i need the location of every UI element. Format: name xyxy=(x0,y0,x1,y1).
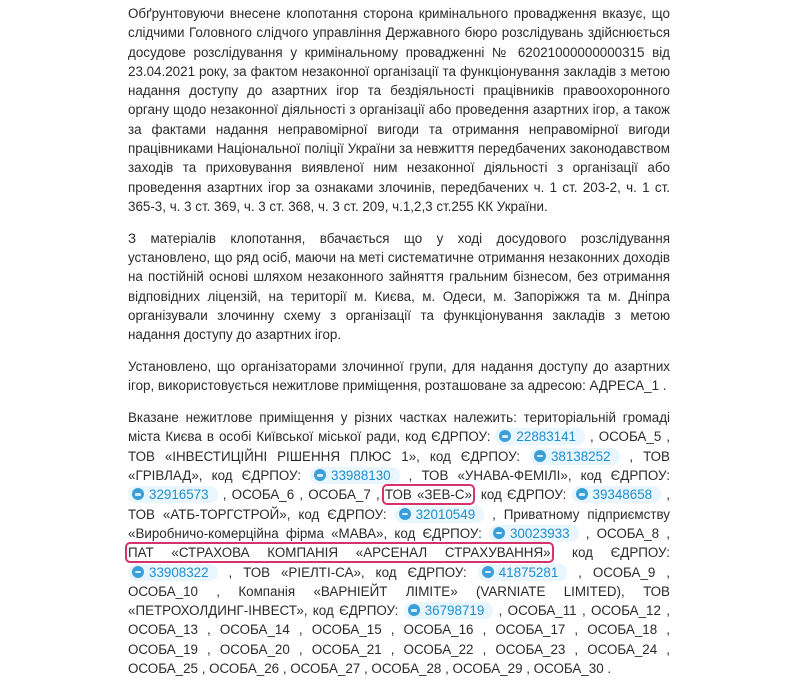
company-icon xyxy=(534,450,546,462)
text-segment: , ТОВ «РІЕЛТІ-СА», код ЄДРПОУ: xyxy=(217,564,478,580)
company-icon xyxy=(132,566,144,578)
edrpou-code: 36798719 xyxy=(424,603,485,619)
text-segment: , ТОВ «УНАВА-ФЕМІЛІ», код ЄДРПОУ: xyxy=(399,468,670,484)
company-icon xyxy=(314,469,326,481)
edrpou-code-link[interactable] xyxy=(572,486,662,503)
text-segment: , ОСОБА_9 , ОСОБА_10 , Компанія «ВАРНІЕЙТ ЛІМІТЕ» (VARNIATE LIMITED), ТОВ «ПЕТРОХОЛДИНГ-ІНВЕСТ», код ЄДРПОУ: xyxy=(128,564,670,619)
text-segment: , ОСОБА_8 , xyxy=(578,525,670,541)
paragraph-1: Обґрунтовуючи внесене клопотання сторона кримінального провадження вказує, що слідчими Головного слідчого управління Державного бюро розслідувань здійснюється досудове розслідування у кримінальному провадженні № 62021000000000315 від 23.04.2021 року, за фактом незаконної організації та функціонування закладів з метою надання доступу до азартних ігор та бездіяльності працівників правоохоронного органу щодо незаконної діяльності з організації або проведення азартних ігор, а також за фактами надання неправомірної вигоди та отримання неправомірної вигоди працівниками Національної поліції України за невжиття передбачених законодавством заходів та приховування виявленої ним незаконної діяльності з організації або проведення азартних ігор за ознаками злочинів, передбачених ч. 1 ст. 203-2, ч. 1 ст. 365-3, ч. 3 ст. 369, ч. 3 ст. 368, ч. 3 ст. 209, ч.1,2,3 ст.255 КК України. xyxy=(128,6,670,214)
edrpou-code-link[interactable] xyxy=(395,506,485,523)
text-segment: , ОСОБА_5 , ТОВ «ІНВЕСТИЦІЙНІ РІШЕННЯ ПЛЮС 1», код ЄДРПОУ: xyxy=(128,429,670,464)
edrpou-code: 38138252 xyxy=(550,448,611,464)
edrpou-code-link[interactable] xyxy=(478,564,568,581)
text-segment: , код ЄДРПОУ: xyxy=(550,545,670,561)
edrpou-code-link[interactable] xyxy=(128,564,218,581)
edrpou-code-link[interactable] xyxy=(495,428,585,445)
company-icon xyxy=(493,527,505,539)
text-segment: , код ЄДРПОУ: xyxy=(471,487,572,503)
paragraph-3: Установлено, що організаторами злочинної групи, для надання доступу до азартних ігор, використовується нежитлове приміщення, розташоване за адресою: АДРЕСА_1 . xyxy=(128,359,670,394)
text-segment: , Приватному підприємству «Виробничо-комерційна фірма «МАВА», код ЄДРПОУ: xyxy=(128,506,670,541)
edrpou-code-link[interactable] xyxy=(128,486,218,503)
edrpou-code: 30023933 xyxy=(509,525,570,541)
edrpou-code-link[interactable] xyxy=(489,525,579,542)
text-segment: , ТОВ «ГРІВЛАД», код ЄДРПОУ: xyxy=(128,448,670,484)
edrpou-code: 22883141 xyxy=(516,429,576,445)
company-icon xyxy=(399,508,411,520)
edrpou-code: 41875281 xyxy=(498,564,559,580)
edrpou-code: 39348658 xyxy=(592,487,653,503)
text-segment: , ОСОБА_11 , ОСОБА_12 , ОСОБА_13 , ОСОБА_14 , ОСОБА_15 , ОСОБА_16 , ОСОБА_17 , ОСОБА_18 , ОСОБА_19 , ОСОБА_20 , ОСОБА_21 , ОСОБА_22 , ОСОБА_23 , ОСОБА_24 , ОСОБА_25 , ОСОБА_26 , ОСОБА_27 , ОСОБА_28 , ОСОБА_29 , ОСОБА_30 . xyxy=(128,603,670,676)
highlighted-company: ТОВ «ЗЕВ-С» xyxy=(384,487,472,503)
edrpou-code-link[interactable] xyxy=(310,467,400,484)
text-segment: Вказане нежитлове приміщення у різних частках належить: територіальній громаді міста Києва в особі Київської міської ради, код ЄДРПОУ: xyxy=(128,410,670,445)
edrpou-code-link[interactable] xyxy=(404,602,494,619)
edrpou-code: 33988130 xyxy=(331,468,391,484)
text-segment: , ОСОБА_6 , ОСОБА_7 , xyxy=(217,487,385,503)
edrpou-code: 32916573 xyxy=(149,487,209,503)
company-icon xyxy=(499,430,511,442)
highlighted-company: ПАТ «СТРАХОВА КОМПАНІЯ «АРСЕНАЛ СТРАХУВАННЯ» xyxy=(128,545,551,561)
edrpou-code: 32010549 xyxy=(415,506,476,522)
edrpou-code: 33908322 xyxy=(149,564,209,580)
paragraph-4 xyxy=(128,408,670,678)
edrpou-code-link[interactable] xyxy=(530,448,620,465)
company-icon xyxy=(408,604,420,616)
company-icon xyxy=(482,566,494,578)
document-body xyxy=(128,4,670,691)
company-icon xyxy=(576,488,588,500)
text-segment: , ТОВ «АТБ-ТОРГСТРОЙ», код ЄДРПОУ: xyxy=(128,487,670,522)
paragraph-2: З матеріалів клопотання, вбачається що у ході досудового розслідування установлено, що ряд осіб, маючи на меті систематичне отримання незаконних доходів на постійній основі шляхом незаконного зайняття гральним бізнесом, без отримання відповідних ліцензій, на території м. Києва, м. Одеси, м. Запоріжжя та м. Дніпра організували злочинну схему з організації та функціонування закладів з метою надання доступу до азартних ігор. xyxy=(128,230,670,343)
company-icon xyxy=(132,488,144,500)
